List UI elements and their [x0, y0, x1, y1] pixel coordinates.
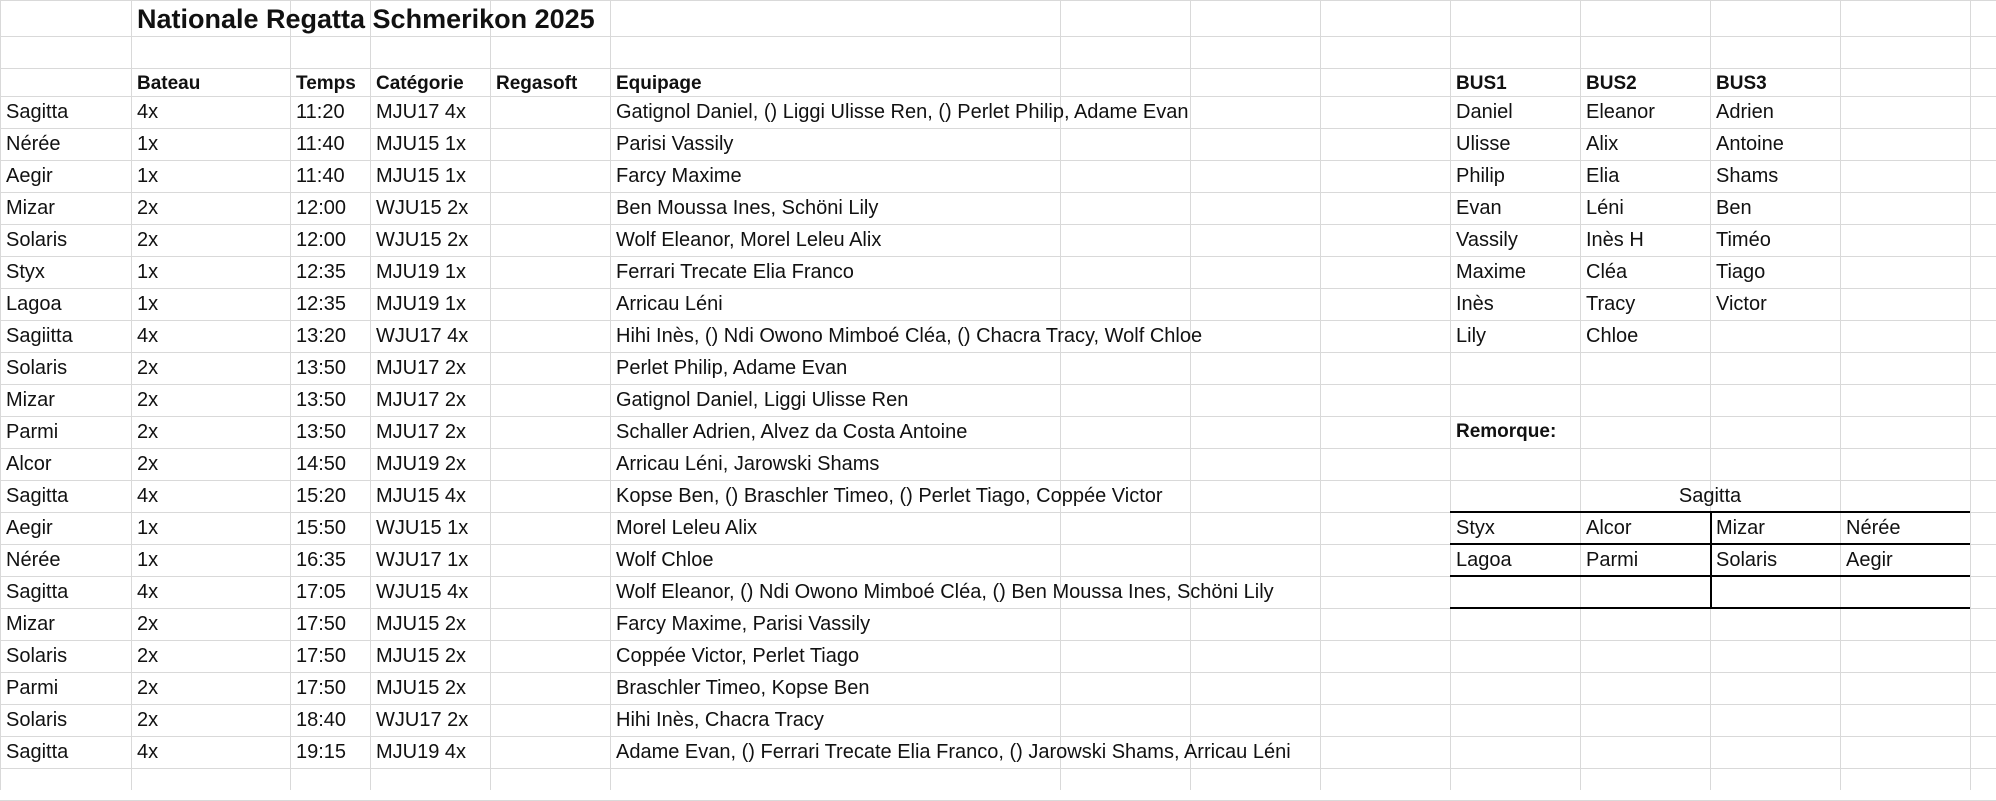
cell-categorie[interactable]: MJU17 4x [376, 101, 467, 123]
cell-equipage[interactable]: Wolf Eleanor, () Ndi Owono Mimboé Cléa, () Ben Moussa Ines, Schöni Lily [616, 581, 1274, 603]
cell-categorie[interactable]: MJU19 1x [376, 261, 467, 283]
cell-bateau[interactable]: 2x [137, 709, 159, 731]
cell-boat-name[interactable]: Sagitta [6, 581, 69, 603]
cell-bus1[interactable]: Evan [1456, 197, 1502, 219]
cell-boat-name[interactable]: Alcor [6, 453, 52, 475]
cell-bus3[interactable]: Timéo [1716, 229, 1771, 251]
cell-bateau[interactable]: 1x [137, 293, 159, 315]
cell-categorie[interactable]: MJU15 1x [376, 165, 467, 187]
header-bus3[interactable]: BUS3 [1716, 73, 1767, 94]
header-temps[interactable]: Temps [296, 73, 356, 94]
cell-temps[interactable]: 15:50 [296, 517, 347, 539]
cell-categorie[interactable]: MJU19 4x [376, 741, 467, 763]
cell-equipage[interactable]: Gatignol Daniel, Liggi Ulisse Ren [616, 389, 909, 411]
cell-bus2[interactable]: Chloe [1586, 325, 1639, 347]
cell-categorie[interactable]: WJU15 2x [376, 229, 469, 251]
remorque-border [1450, 607, 1970, 609]
cell-bus1[interactable]: Ulisse [1456, 133, 1511, 155]
cell-bus3[interactable] [1710, 320, 1716, 352]
cell-equipage[interactable]: Ben Moussa Ines, Schöni Lily [616, 197, 879, 219]
remorque-divider [1710, 511, 1712, 607]
cell-bus2[interactable]: Tracy [1586, 293, 1636, 315]
cell-bateau[interactable]: 1x [137, 165, 159, 187]
cell-bateau[interactable]: 2x [137, 421, 159, 443]
cell-temps[interactable]: 16:35 [296, 549, 347, 571]
cell-categorie[interactable]: MJU15 2x [376, 645, 467, 667]
cell-categorie[interactable]: MJU17 2x [376, 357, 467, 379]
cell-equipage[interactable]: Coppée Victor, Perlet Tiago [616, 645, 860, 667]
cell-categorie[interactable]: WJU15 1x [376, 517, 469, 539]
remorque-slot[interactable]: Alcor [1586, 517, 1632, 539]
cell-equipage[interactable]: Farcy Maxime, Parisi Vassily [616, 613, 871, 635]
cell-temps[interactable]: 17:50 [296, 677, 347, 699]
cell-categorie[interactable]: WJU15 4x [376, 581, 469, 603]
cell-bus1[interactable]: Lily [1456, 325, 1487, 347]
cell-equipage[interactable]: Perlet Philip, Adame Evan [616, 357, 848, 379]
header-regasoft[interactable]: Regasoft [496, 73, 578, 94]
cell-categorie[interactable]: MJU15 1x [376, 133, 467, 155]
remorque-slot[interactable]: Aegir [1846, 549, 1893, 571]
cell-bus3[interactable]: Shams [1716, 165, 1779, 187]
cell-bus3[interactable]: Ben [1716, 197, 1752, 219]
cell-bus3[interactable]: Antoine [1716, 133, 1784, 155]
cell-boat-name[interactable]: Solaris [6, 645, 68, 667]
sheet-title[interactable]: Nationale Regatta Schmerikon 2025 [137, 4, 595, 34]
cell-temps[interactable]: 12:35 [296, 261, 347, 283]
cell-equipage[interactable]: Parisi Vassily [616, 133, 734, 155]
remorque-label[interactable]: Remorque: [1456, 421, 1557, 442]
cell-bateau[interactable]: 4x [137, 101, 159, 123]
cell-bus2[interactable]: Cléa [1586, 261, 1628, 283]
cell-bateau[interactable]: 4x [137, 325, 159, 347]
cell-bateau[interactable]: 2x [137, 389, 159, 411]
cell-categorie[interactable]: WJU15 2x [376, 197, 469, 219]
cell-categorie[interactable]: MJU15 4x [376, 485, 467, 507]
cell-bateau[interactable]: 4x [137, 485, 159, 507]
cell-temps[interactable]: 13:50 [296, 389, 347, 411]
cell-bateau[interactable]: 2x [137, 645, 159, 667]
cell-equipage[interactable]: Ferrari Trecate Elia Franco [616, 261, 854, 283]
cell-boat-name[interactable]: Aegir [6, 165, 53, 187]
cell-equipage[interactable]: Farcy Maxime [616, 165, 742, 187]
cell-bateau[interactable]: 1x [137, 549, 159, 571]
cell-boat-name[interactable]: Solaris [6, 229, 68, 251]
remorque-slot[interactable]: Lagoa [1456, 549, 1512, 571]
cell-temps[interactable]: 17:50 [296, 613, 347, 635]
cell-bus2[interactable]: Léni [1586, 197, 1624, 219]
cell-equipage[interactable]: Wolf Eleanor, Morel Leleu Alix [616, 229, 882, 251]
cell-equipage[interactable]: Hihi Inès, () Ndi Owono Mimboé Cléa, () Chacra Tracy, Wolf Chloe [616, 325, 1203, 347]
remorque-slot[interactable]: Mizar [1716, 517, 1765, 539]
cell-equipage[interactable]: Wolf Chloe [616, 549, 714, 571]
cell-temps[interactable]: 19:15 [296, 741, 347, 763]
cell-bateau[interactable]: 2x [137, 229, 159, 251]
header-categorie[interactable]: Catégorie [376, 73, 464, 94]
cell-bateau[interactable]: 4x [137, 581, 159, 603]
cell-temps[interactable]: 17:50 [296, 645, 347, 667]
cell-bus2[interactable]: Eleanor [1586, 101, 1655, 123]
cell-boat-name[interactable]: Mizar [6, 613, 55, 635]
cell-boat-name[interactable]: Sagitta [6, 101, 69, 123]
cell-temps[interactable]: 11:40 [296, 133, 345, 155]
header-bateau[interactable]: Bateau [137, 73, 201, 94]
cell-boat-name[interactable]: Parmi [6, 677, 59, 699]
cell-boat-name[interactable]: Sagitta [6, 741, 69, 763]
cell-boat-name[interactable]: Solaris [6, 709, 68, 731]
cell-boat-name[interactable]: Sagiitta [6, 325, 73, 347]
header-bus2[interactable]: BUS2 [1586, 73, 1637, 94]
remorque-slot[interactable]: Nérée [1846, 517, 1901, 539]
cell-equipage[interactable]: Arricau Léni [616, 293, 723, 315]
cell-categorie[interactable]: MJU19 1x [376, 293, 467, 315]
cell-temps[interactable]: 12:35 [296, 293, 347, 315]
cell-bus2[interactable]: Inès H [1586, 229, 1644, 251]
cell-boat-name[interactable]: Solaris [6, 357, 68, 379]
cell-boat-name[interactable]: Mizar [6, 197, 55, 219]
cell-equipage[interactable]: Arricau Léni, Jarowski Shams [616, 453, 880, 475]
cell-boat-name[interactable]: Styx [6, 261, 45, 283]
cell-bus1[interactable]: Philip [1456, 165, 1505, 187]
cell-bateau[interactable]: 1x [137, 517, 159, 539]
cell-equipage[interactable]: Braschler Timeo, Kopse Ben [616, 677, 870, 699]
cell-bateau[interactable]: 2x [137, 613, 159, 635]
cell-bateau[interactable]: 1x [137, 133, 159, 155]
cell-bus3[interactable]: Tiago [1716, 261, 1766, 283]
cell-bateau[interactable]: 2x [137, 357, 159, 379]
cell-temps[interactable]: 12:00 [296, 197, 347, 219]
cell-temps[interactable]: 18:40 [296, 709, 347, 731]
cell-categorie[interactable]: MJU17 2x [376, 389, 467, 411]
cell-categorie[interactable]: MJU15 2x [376, 613, 467, 635]
cell-bus1[interactable]: Maxime [1456, 261, 1527, 283]
cell-temps[interactable]: 15:20 [296, 485, 347, 507]
cell-categorie[interactable]: MJU19 2x [376, 453, 467, 475]
cell-equipage[interactable]: Schaller Adrien, Alvez da Costa Antoine [616, 421, 968, 443]
cell-categorie[interactable]: WJU17 4x [376, 325, 469, 347]
cell-temps[interactable]: 17:05 [296, 581, 347, 603]
cell-temps[interactable]: 11:40 [296, 165, 345, 187]
cell-temps[interactable]: 13:50 [296, 421, 347, 443]
header-equipage[interactable]: Equipage [616, 73, 702, 94]
cell-boat-name[interactable]: Parmi [6, 421, 59, 443]
cell-categorie[interactable]: MJU15 2x [376, 677, 467, 699]
remorque-slot[interactable]: Styx [1456, 517, 1495, 539]
cell-temps[interactable]: 11:20 [296, 101, 345, 123]
cell-bateau[interactable]: 2x [137, 197, 159, 219]
cell-boat-name[interactable]: Sagitta [6, 485, 69, 507]
cell-bus1[interactable]: Vassily [1456, 229, 1518, 251]
cell-bus3[interactable]: Victor [1716, 293, 1767, 315]
remorque-center-boat[interactable]: Sagitta [1678, 485, 1742, 507]
cell-equipage[interactable]: Hihi Inès, Chacra Tracy [616, 709, 824, 731]
cell-boat-name[interactable]: Lagoa [6, 293, 62, 315]
cell-bus2[interactable]: Elia [1586, 165, 1620, 187]
cell-boat-name[interactable]: Mizar [6, 389, 55, 411]
cell-categorie[interactable]: WJU17 2x [376, 709, 469, 731]
cell-equipage[interactable]: Morel Leleu Alix [616, 517, 758, 539]
cell-boat-name[interactable]: Nérée [6, 133, 61, 155]
cell-equipage[interactable]: Gatignol Daniel, () Liggi Ulisse Ren, () Perlet Philip, Adame Evan [616, 101, 1189, 123]
cell-categorie[interactable]: WJU17 1x [376, 549, 469, 571]
cell-boat-name[interactable]: Aegir [6, 517, 53, 539]
remorque-slot[interactable]: Solaris [1716, 549, 1778, 571]
cell-bus2[interactable]: Alix [1586, 133, 1619, 155]
cell-temps[interactable]: 12:00 [296, 229, 347, 251]
cell-bateau[interactable]: 2x [137, 453, 159, 475]
cell-categorie[interactable]: MJU17 2x [376, 421, 467, 443]
cell-bus1[interactable]: Daniel [1456, 101, 1513, 123]
header-bus1[interactable]: BUS1 [1456, 73, 1507, 94]
cell-temps[interactable]: 14:50 [296, 453, 347, 475]
cell-bus3[interactable]: Adrien [1716, 101, 1774, 123]
cell-equipage[interactable]: Kopse Ben, () Braschler Timeo, () Perlet Tiago, Coppée Victor [616, 485, 1163, 507]
remorque-slot[interactable]: Parmi [1586, 549, 1639, 571]
cell-bateau[interactable]: 2x [137, 677, 159, 699]
cell-temps[interactable]: 13:50 [296, 357, 347, 379]
cell-temps[interactable]: 13:20 [296, 325, 347, 347]
cell-boat-name[interactable]: Nérée [6, 549, 61, 571]
cell-bateau[interactable]: 1x [137, 261, 159, 283]
cell-bus1[interactable]: Inès [1456, 293, 1494, 315]
cell-equipage[interactable]: Adame Evan, () Ferrari Trecate Elia Franco, () Jarowski Shams, Arricau Léni [616, 741, 1291, 763]
cell-bateau[interactable]: 4x [137, 741, 159, 763]
